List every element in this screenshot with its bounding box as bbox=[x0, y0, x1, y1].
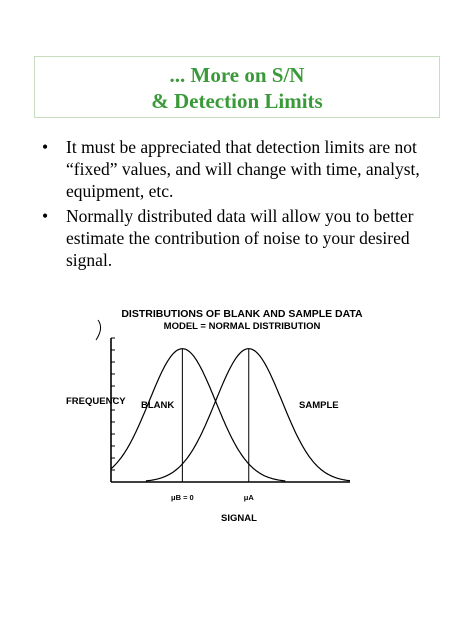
scan-mark bbox=[96, 320, 101, 340]
bullet-item bbox=[36, 136, 446, 202]
bullet-item bbox=[36, 205, 446, 271]
slide-title-line-1: ... More on S/N bbox=[169, 63, 305, 87]
chart-title: DISTRIBUTIONS OF BLANK AND SAMPLE DATA bbox=[121, 308, 363, 320]
bullet-marker: • bbox=[42, 206, 49, 226]
distribution-chart bbox=[0, 290, 474, 540]
y-axis-label: FREQUENCY bbox=[66, 396, 126, 407]
sample-mean-tick-label: μA bbox=[243, 493, 254, 502]
blank-distribution-curve bbox=[111, 349, 285, 481]
chart-subtitle: MODEL = NORMAL DISTRIBUTION bbox=[163, 321, 321, 332]
sample-distribution-curve bbox=[146, 349, 350, 481]
bullet-list bbox=[36, 136, 446, 274]
blank-mean-tick-label: μB = 0 bbox=[171, 493, 194, 502]
bullet-marker: • bbox=[42, 137, 49, 157]
blank-curve-label: BLANK bbox=[141, 400, 175, 411]
bullet-text: Normally distributed data will allow you to better estimate the contribution of noise to your desired signal. bbox=[66, 206, 414, 270]
bullet-text: It must be appreciated that detection limits are not “fixed” values, and will change with time, analyst, equipment, etc. bbox=[66, 137, 420, 201]
x-axis-label: SIGNAL bbox=[221, 513, 257, 524]
slide-title-line-2: & Detection Limits bbox=[151, 89, 323, 113]
sample-curve-label: SAMPLE bbox=[299, 400, 339, 411]
slide-title bbox=[34, 56, 440, 118]
